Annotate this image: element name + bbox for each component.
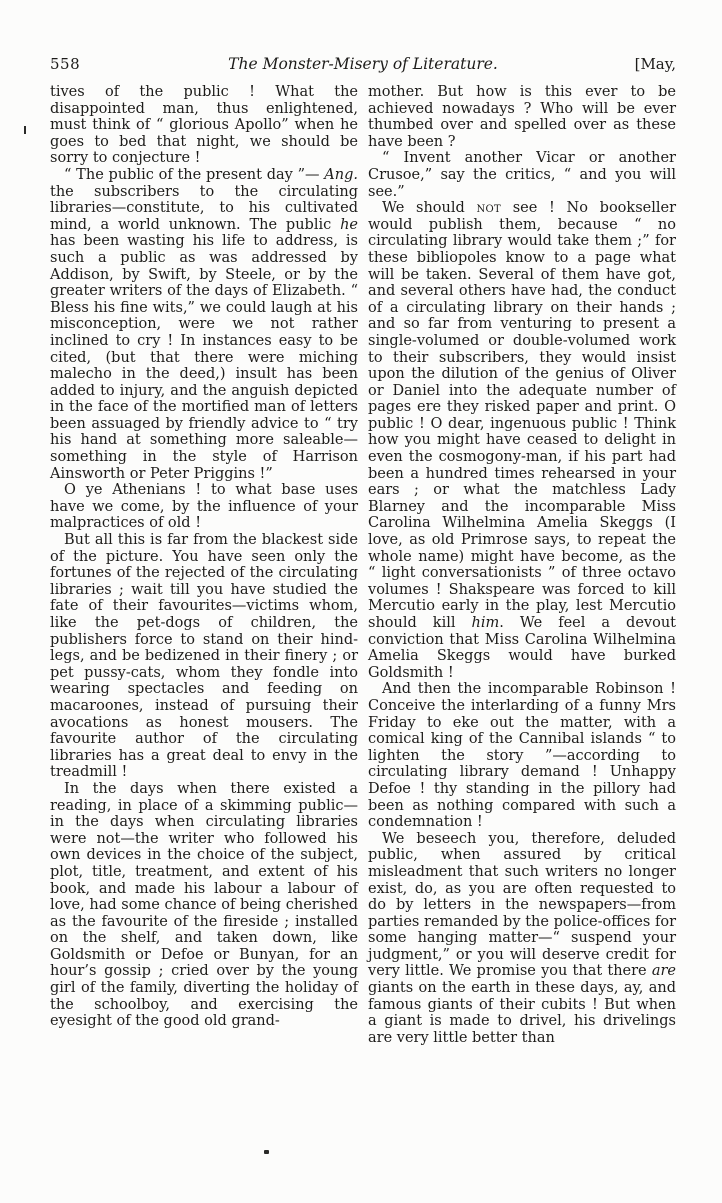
page-header: [50, 55, 676, 73]
paragraph: [368, 150, 676, 200]
paragraph: [50, 532, 358, 781]
left-column: [50, 84, 358, 1046]
text-run: “ Invent another Vicar or another Crusoe,” say the critics, “ and you will see.”: [368, 150, 676, 200]
text-run: the subscribers to the circulating libraries—constitute, to his cultivated mind, a world unknown. The public: [50, 183, 358, 233]
paragraph: [368, 200, 676, 681]
text-run: giants on the earth in these days, ay, and famous giants of their cubits ! But when a giant is made to drivel, his drivelings are very little better than: [368, 980, 676, 1046]
italic-text: are: [651, 963, 676, 980]
scan-artifact-tick: [24, 126, 26, 134]
text-run: And then the incomparable Robinson ! Conceive the interlarding of a funny Mrs Friday to eke out the matter, with a comical king of the Cannibal islands “ to lighten the story ”—according to circulating library demand ! Unhappy Defoe ! thy standing in the pillory had been as nothing compared with such a condemnation !: [368, 681, 676, 831]
text-run: . We feel a devout conviction that Miss Carolina Wilhelmina Amelia Skeggs would have burked Goldsmith !: [368, 615, 677, 681]
italic-text: him: [471, 615, 500, 631]
italic-text: he: [340, 216, 358, 233]
paragraph: [50, 167, 358, 482]
paragraph: [50, 781, 358, 1030]
paragraph: [368, 84, 676, 150]
text-run: We beseech you, therefore, deluded public, when assured by critical misleadment that such writers no longer exist, do, as you are often requested to do by letters in the newspapers—from parties remanded by the police-offices for some hanging matter—“ suspend your judgment,” or you will deserve credit for very little. We promise you that there: [368, 830, 676, 980]
paragraph: [50, 482, 358, 532]
text-run: “ The public of the present day ”—: [64, 166, 325, 183]
text-run: We should: [382, 200, 477, 217]
text-run: see ! No bookseller would publish them, because “ no circulating library would take them ;” for these bibliopoles know to a page what will be taken. Several of them have got, and several others have had, the conduct of a circulating library on their hands ; and so far from venturing to present a single-volumed or double-volumed work to their subscribers, they would insist upon the dilution of the genius of Oliver or Daniel into the adequate number of pages ere they risked paper and print. O public ! O dear, ingenuous public ! Think how you might have ceased to delight in even the cosmogony-man, if his part had been a hundred times rehearsed in your ears ; or what the matchless Lady Blarney and the incomparable Miss Carolina Wilhelmina Amelia Skeggs (I love, as old Primrose says, to repeat the whole name) might have become, as the “ light conversationists ” of three octavo volumes ! Shakspeare was forced to kill Mercutio early in the play, lest Mercutio should kill: [368, 200, 677, 631]
text-run: mother. But how is this ever to be achieved nowadays ? Who will be ever thumbed over and spelled over as these have been ?: [368, 84, 676, 150]
text-run: O ye Athenians ! to what base uses have we come, by the influence of your malpractices of old !: [50, 482, 358, 532]
scan-artifact-speck: [264, 1150, 269, 1154]
smallcaps-text: not: [476, 200, 502, 217]
text-run: In the days when there existed a reading, in place of a skimming public—in the days when circulating libraries were not—the writer who followed his own devices in the choice of the subject, plot, title, treatment, and extent of his book, and made his labour a labour of love, had some chance of being cherished as the favourite of the fireside ; installed on the shelf, and taken down, like Goldsmith or Defoe or Bunyan, for an hour’s gossip ; cried over by the young girl of the family, diverting the holiday of the schoolboy, and exercising the eyesight of the good old grand-: [50, 780, 358, 1030]
page-number: 558: [50, 55, 81, 73]
paragraph: [50, 84, 358, 167]
paragraph: [368, 681, 676, 830]
text-run: But all this is far from the blackest side of the picture. You have seen only the fortunes of the rejected of the circulating libraries ; wait till you have studied the fate of their favourites—victims whom, like the pet-dogs of children, the publishers force to stand on their hind-legs, and be bedizened in their finery ; or pet pussy-cats, whom they fondle into wearing spectacles and feeding on macaroones, instead of pursuing their avocations as honest mousers. The favourite author of the circulating libraries has a great deal to envy in the treadmill !: [50, 532, 358, 781]
text-columns: [50, 84, 676, 1046]
running-title: The Monster-Misery of Literature.: [228, 55, 498, 73]
italic-text: Ang.: [324, 166, 358, 183]
text-run: tives of the public ! What the disappointed man, thus enlightened, must think of “ glorious Apollo” when he goes to bed that night, we should be sorry to conjecture !: [50, 84, 358, 167]
paragraph: [368, 831, 676, 1047]
text-run: has been wasting his life to address, is such a public as was addressed by Addison, by Swift, by Steele, or by the greater writers of the days of Elizabeth. “ Bless his fine wits,” we could laugh at his misconception, were we not rather inclined to cry ! In instances easy to be cited, (but that there were miching malecho in the deed,) insult has been added to injury, and the anguish depicted in the face of the mortified man of letters been assuaged by friendly advice to “ try his hand at something more saleable—something in the style of Harrison Ainsworth or Peter Priggins !”: [50, 233, 358, 482]
issue-date: [May,: [634, 55, 676, 73]
right-column: [368, 84, 676, 1046]
